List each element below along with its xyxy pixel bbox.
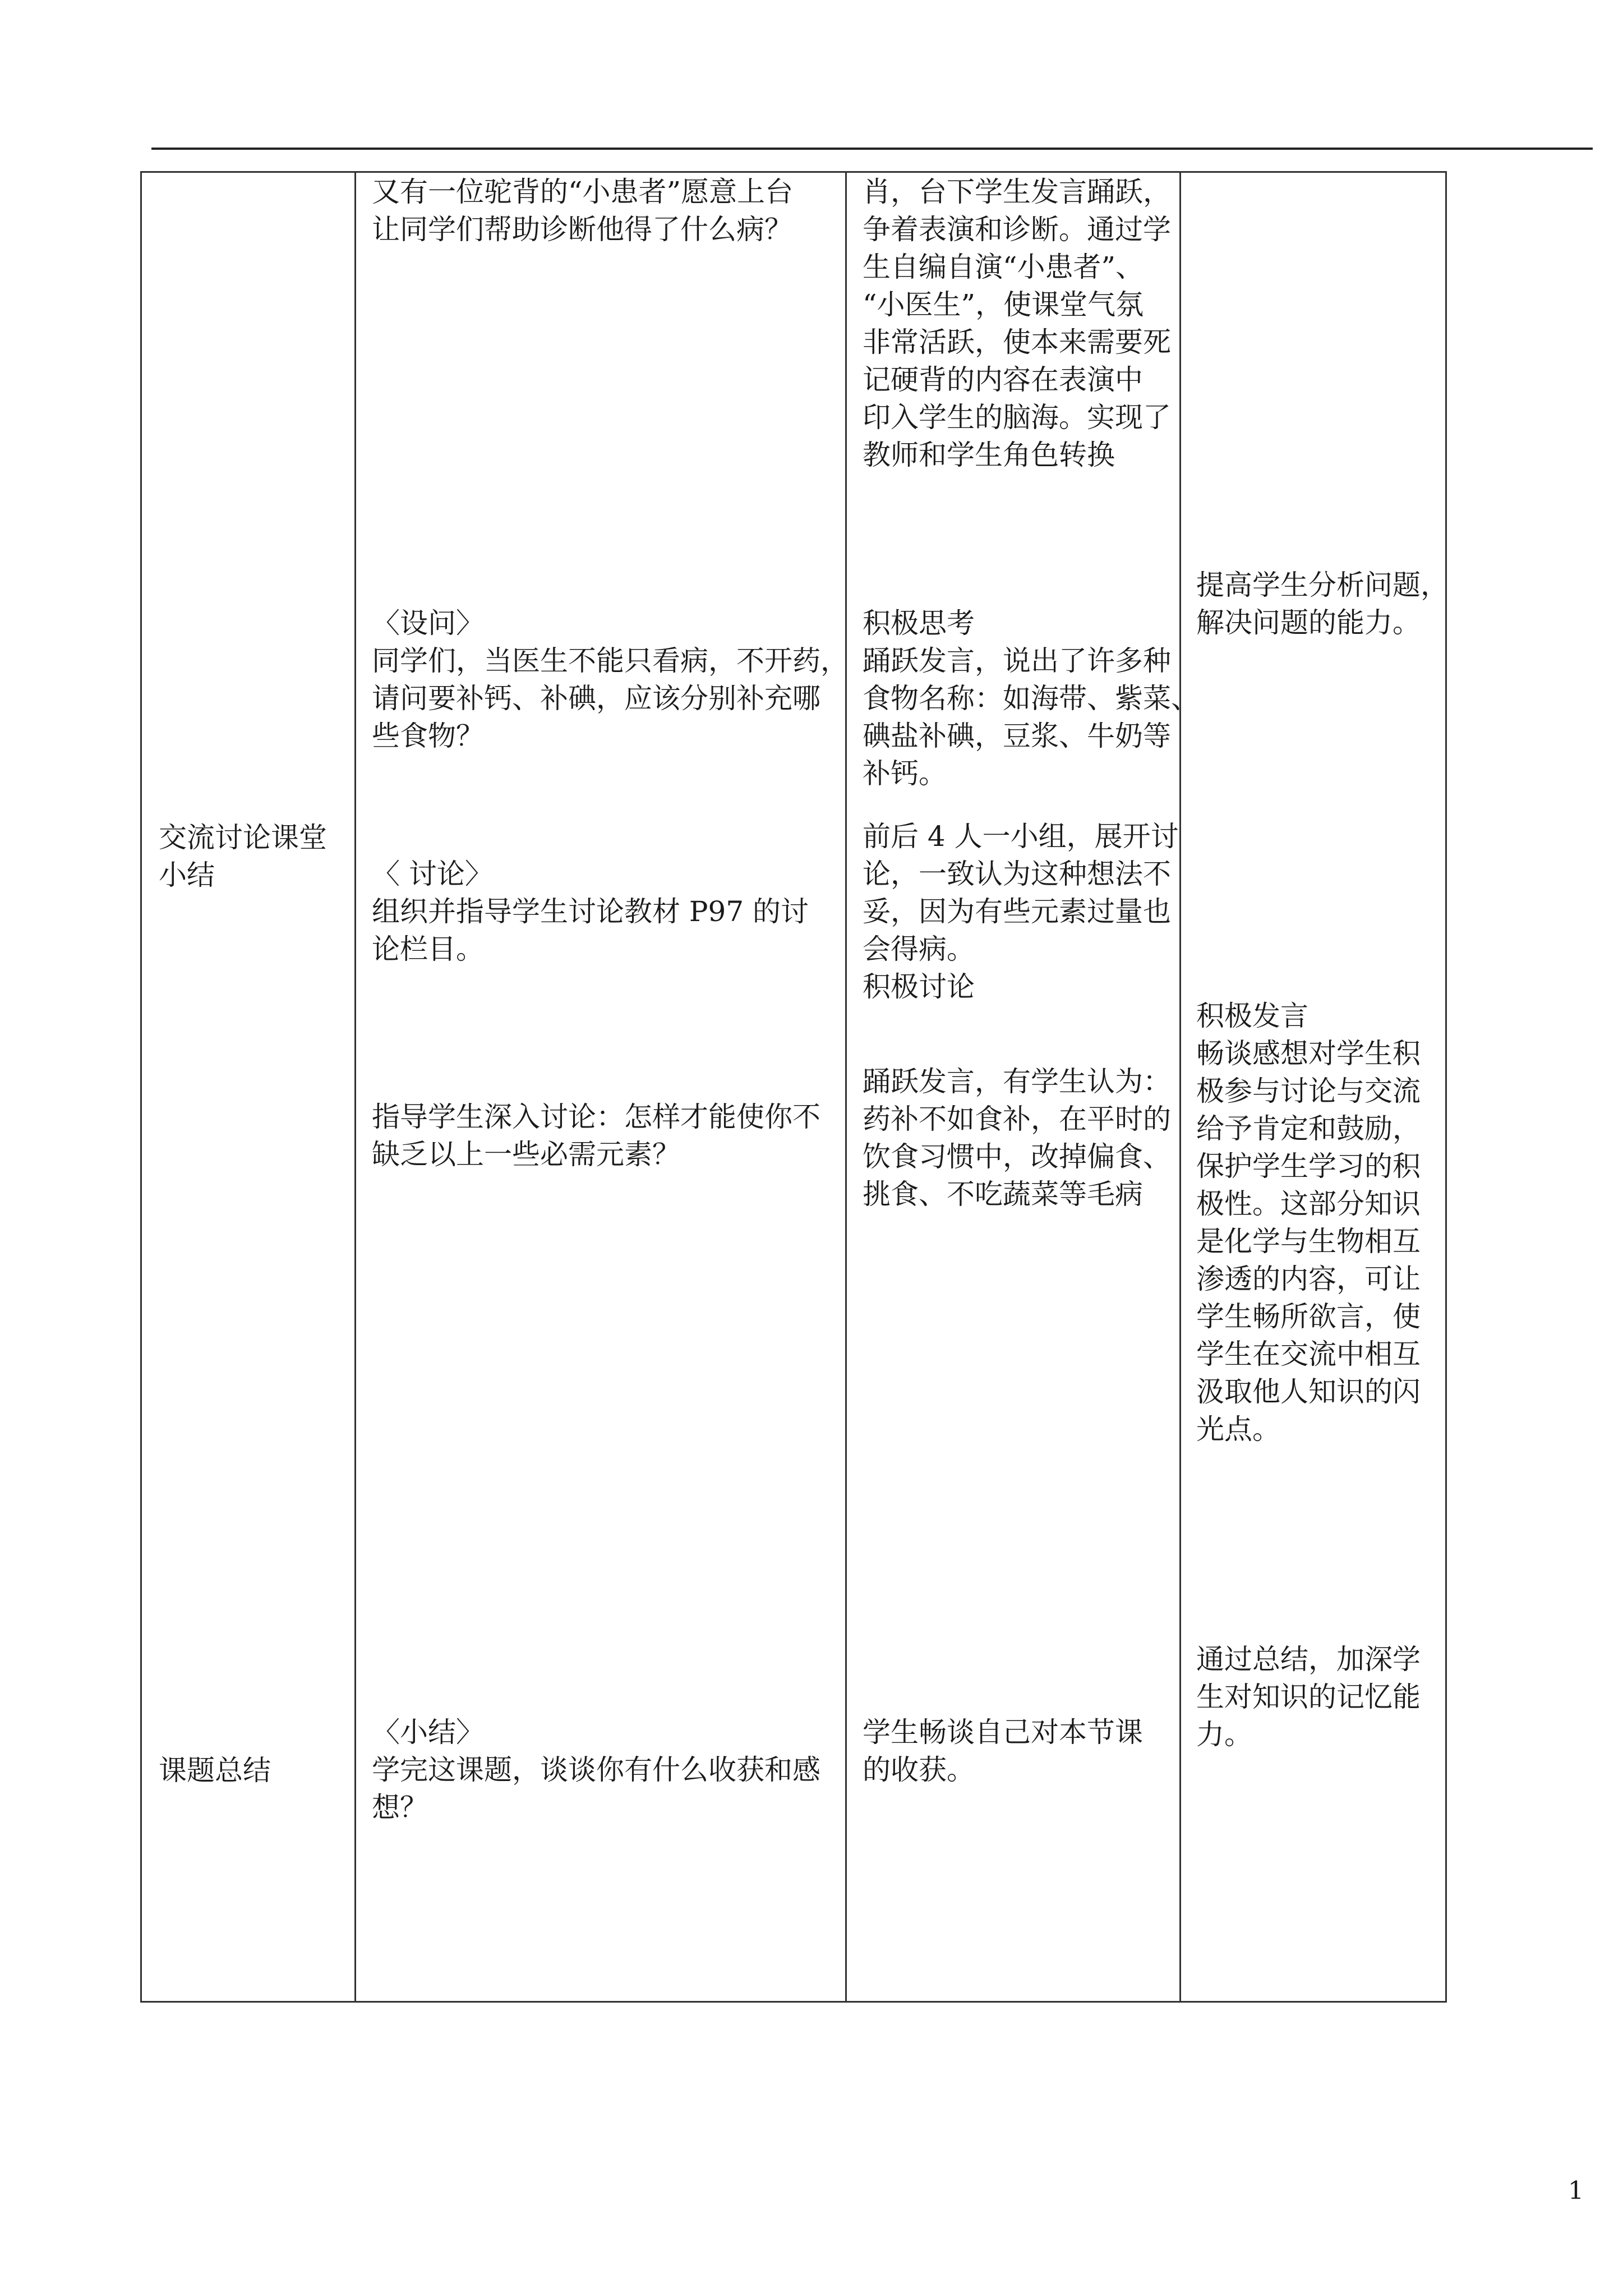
page-number: 1 <box>1568 2177 1584 2205</box>
teacher-question-1: 〈设问〉 同学们，当医生不能只看病，不开药， 请问要补钙、补碘，应该分别补充哪 些食物？ <box>372 607 849 752</box>
stage-label-summary: 课题总结 <box>159 1754 271 1787</box>
stage-label-discussion: 交流讨论课堂 小结 <box>159 821 327 891</box>
design-intent-summary: 通过总结，加深学 生对知识的记忆能 力。 <box>1196 1643 1421 1751</box>
column-divider-1 <box>354 171 356 2003</box>
column-divider-3 <box>1179 171 1181 2003</box>
teacher-question-2: 〈 讨论〉 组织并指导学生讨论教材 P97 的讨 论栏目。 <box>372 858 809 965</box>
student-response-3: 踊跃发言，有学生认为： 药补不如食补，在平时的 饮食习惯中，改掉偏食、 挑食、不吃蔬菜等毛病 <box>863 1065 1171 1211</box>
student-summary: 学生畅谈自己对本节课 的收获。 <box>863 1716 1143 1786</box>
teacher-activity-continued: 又有一位驼背的“小患者”愿意上台 让同学们帮助诊断他得了什么病？ <box>372 176 794 246</box>
student-response-2: 前后 4 人一小组，展开讨 论，一致认为这种想法不 妥，因为有些元素过量也 会得病。 积极讨论 <box>863 820 1179 1003</box>
student-activity-continued: 肖，台下学生发言踊跃， 争着表演和诊断。通过学 生自编自演“小患者”、 “小医生”，使课堂气氛 非常活跃，使本来需要死 记硬背的内容在表演中 印入学生的脑海。实现了 教师和学生角色转换 <box>863 176 1171 471</box>
column-divider-2 <box>845 171 847 2003</box>
design-intent-1: 提高学生分析问题， 解决问题的能力。 <box>1196 569 1449 639</box>
teacher-question-3: 指导学生深入讨论：怎样才能使你不 缺乏以上一些必需元素？ <box>372 1101 820 1171</box>
teacher-summary: 〈小结〉 学完这课题，谈谈你有什么收获和感 想？ <box>372 1716 820 1824</box>
header-rule <box>151 148 1593 150</box>
student-response-1: 积极思考 踊跃发言，说出了许多种 食物名称：如海带、紫菜、 碘盐补碘，豆浆、牛奶等 补钙。 <box>863 607 1199 790</box>
design-intent-3: 积极发言 畅谈感想对学生积 极参与讨论与交流 给予肯定和鼓励， 保护学生学习的积 极性。这部分知识 是化学与生物相互 渗透的内容，可让 学生畅所欲言，使 学生在交流中相互 汲取他人知识的闪 光点。 <box>1196 1000 1421 1446</box>
